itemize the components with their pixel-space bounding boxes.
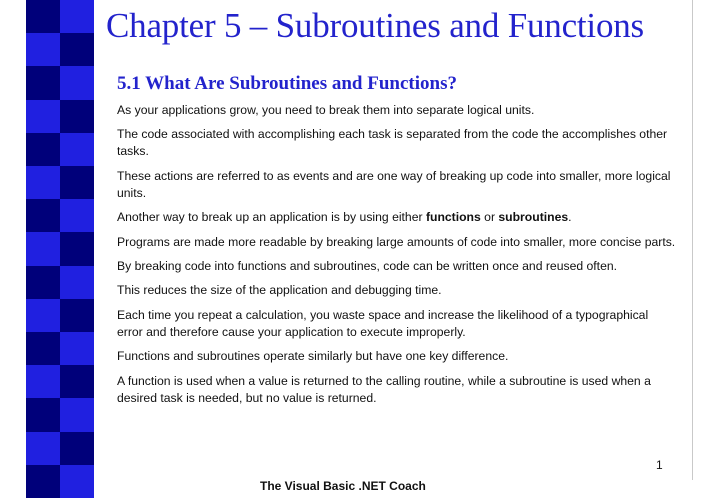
strip-row [26, 166, 94, 199]
right-divider [692, 0, 693, 480]
decorative-checkered-strip [26, 0, 94, 498]
strip-cell [60, 266, 94, 299]
strip-cell [60, 232, 94, 265]
paragraph-text: Another way to break up an application is by using either [117, 210, 426, 225]
paragraph-text: or [480, 210, 499, 225]
strip-row [26, 398, 94, 431]
strip-cell [26, 166, 60, 199]
strip-cell [60, 100, 94, 133]
strip-row [26, 133, 94, 166]
strip-cell [60, 66, 94, 99]
strip-cell [60, 133, 94, 166]
strip-row [26, 66, 94, 99]
bold-term-functions: functions [425, 210, 481, 225]
section-heading: 5.1 What Are Subroutines and Functions? [117, 73, 457, 94]
strip-cell [26, 33, 60, 66]
paragraph-text: . [568, 210, 572, 225]
strip-row [26, 33, 94, 66]
strip-cell [26, 133, 60, 166]
paragraph: Each time you repeat a calculation, you waste space and increase the likelihood of a typographical error and therefore cause your application to execute improperly. [117, 307, 649, 339]
strip-row [26, 332, 94, 365]
strip-cell [60, 0, 94, 33]
strip-row [26, 299, 94, 332]
strip-cell [26, 365, 60, 398]
strip-cell [60, 199, 94, 232]
strip-cell [60, 465, 94, 498]
paragraph: The code associated with accomplishing each task is separated from the code the accomplishes other tasks. [117, 127, 668, 159]
paragraph: As your applications grow, you need to break them into separate logical units. [117, 103, 535, 117]
paragraph: These actions are referred to as events and are one way of breaking up code into smaller, more logical units. [117, 168, 671, 200]
slide-title: Chapter 5 – Subroutines and Functions [106, 6, 644, 45]
strip-cell [26, 66, 60, 99]
paragraph: By breaking code into functions and subroutines, code can be written once and reused often. [117, 258, 618, 273]
strip-cell [26, 332, 60, 365]
paragraph: This reduces the size of the application and debugging time. [117, 283, 442, 298]
strip-row [26, 199, 94, 232]
strip-cell [26, 266, 60, 299]
strip-cell [60, 398, 94, 431]
strip-row [26, 0, 94, 33]
strip-cell [60, 299, 94, 332]
bold-term-subroutines: subroutines [498, 210, 569, 225]
strip-row [26, 100, 94, 133]
paragraph: Programs are made more readable by breaking large amounts of code into smaller, more concise parts. [117, 234, 676, 249]
paragraph-with-bold-terms [117, 209, 677, 226]
strip-cell [26, 199, 60, 232]
strip-row [26, 232, 94, 265]
strip-cell [60, 332, 94, 365]
strip-cell [26, 398, 60, 431]
strip-cell [26, 299, 60, 332]
strip-cell [60, 432, 94, 465]
strip-cell [26, 100, 60, 133]
paragraph: A function is used when a value is returned to the calling routine, while a subroutine is used when a desired task is needed, but no value is returned. [117, 373, 651, 405]
strip-cell [60, 33, 94, 66]
strip-cell [26, 432, 60, 465]
strip-cell [60, 365, 94, 398]
page-number: 1 [656, 458, 663, 472]
strip-row [26, 365, 94, 398]
strip-cell [26, 0, 60, 33]
strip-cell [26, 465, 60, 498]
paragraph: Functions and subroutines operate similarly but have one key difference. [117, 349, 509, 364]
strip-row [26, 432, 94, 465]
strip-row [26, 465, 94, 498]
slide-body [117, 102, 677, 414]
footer-text: The Visual Basic .NET Coach [260, 479, 426, 493]
strip-cell [26, 232, 60, 265]
strip-row [26, 266, 94, 299]
strip-cell [60, 166, 94, 199]
